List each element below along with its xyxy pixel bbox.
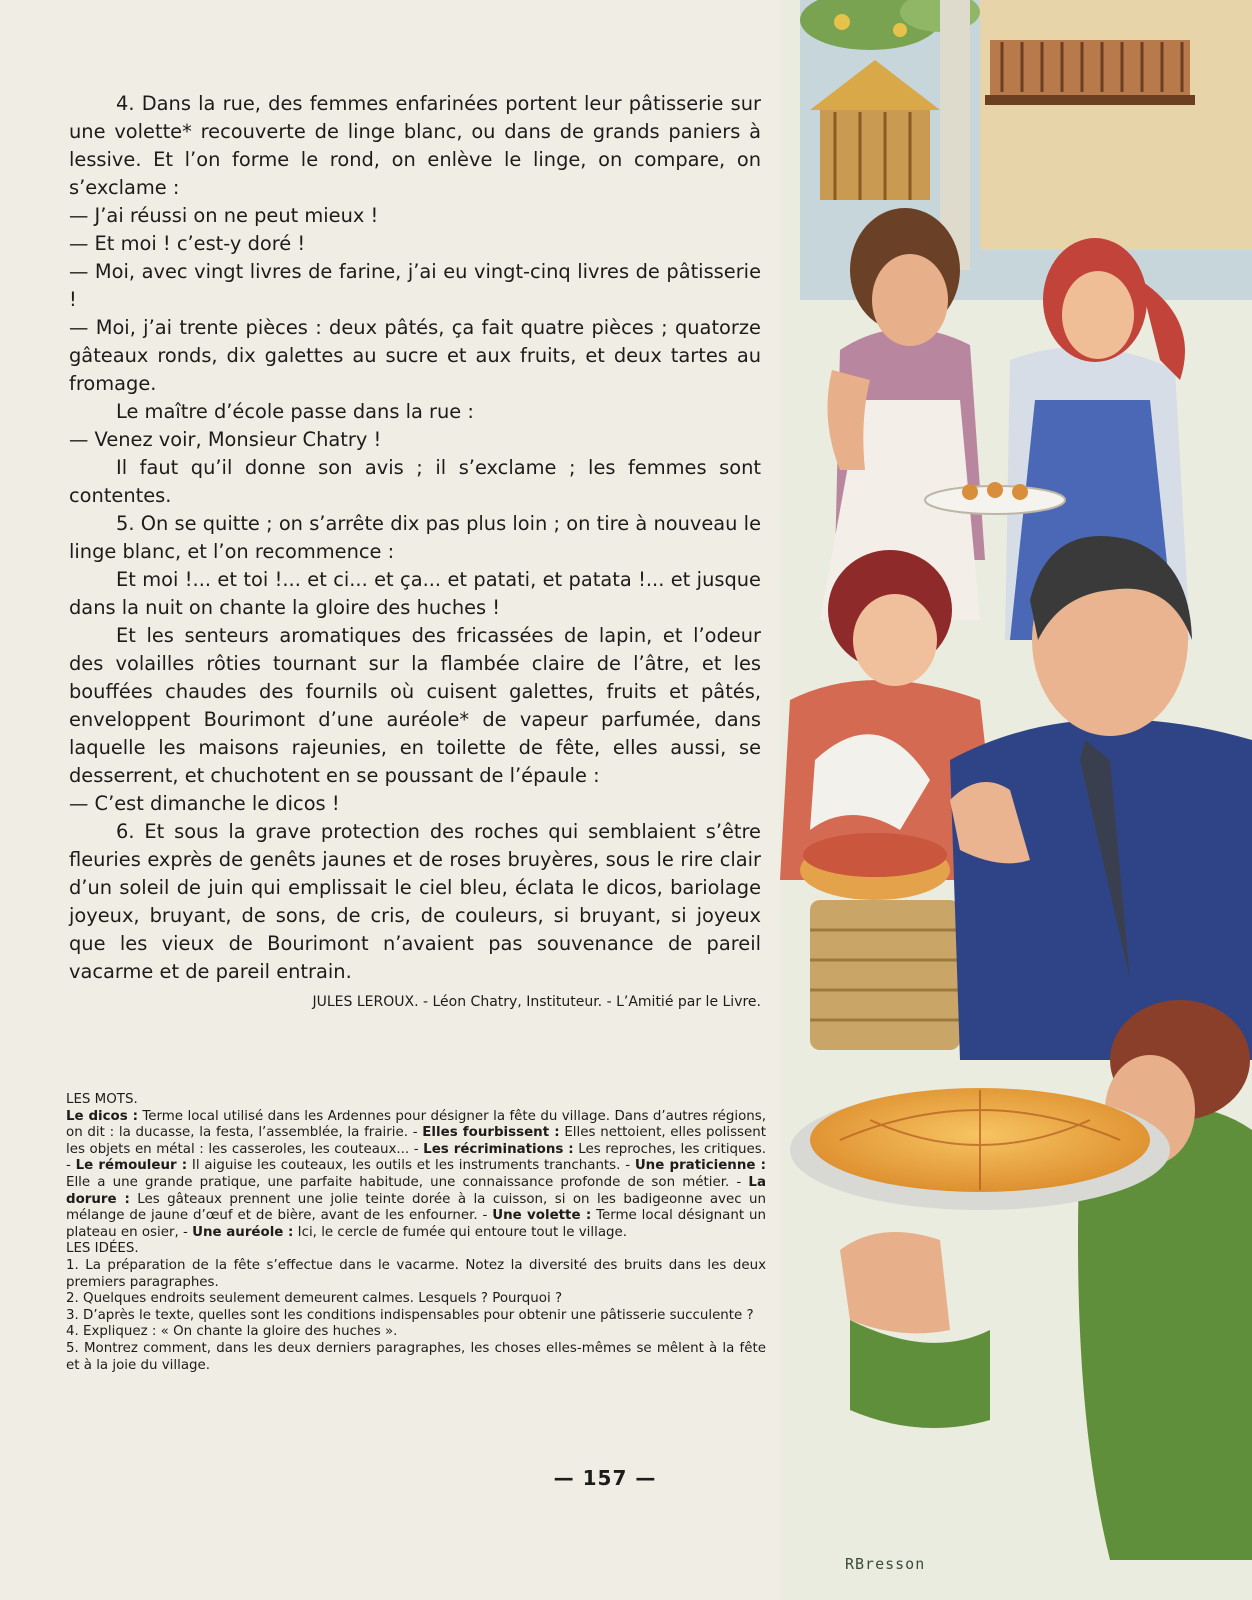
paragraph: Et moi !... et toi !... et ci... et ça... et patati, et patata !... et jusque dans la nuit on chante la gloire des huches ! [69,568,761,619]
dialogue-line: — Moi, avec vingt livres de farine, j’ai eu vingt-cinq livres de pâtisserie ! [69,260,761,311]
illustration-drawing [780,0,1252,1600]
question-item: 3. D’après le texte, quelles sont les conditions indispensables pour obtenir une pâtisserie succulente ? [66,1307,754,1323]
paragraph: Le maître d’école passe dans la rue : [116,400,474,423]
definition: Ici, le cercle de fumée qui entoure tout le village. [293,1224,628,1240]
definition: Les gâteaux prennent une jolie teinte dorée à la cuisson, si on les badigeonne avec un mélange de jaune d’œuf et de bière, avant de les enfourner. - [66,1191,766,1224]
question-item: 5. Montrez comment, dans les deux derniers paragraphes, les choses elles-mêmes se mêlent à la fête et à la joie du village. [66,1340,766,1373]
source-details: - Léon Chatry, Instituteur. - L’Amitié par le Livre. [418,994,761,1010]
dialogue-line: — J’ai réussi on ne peut mieux ! [69,204,379,227]
term: La dorure : [66,1174,766,1207]
paragraph: 4. Dans la rue, des femmes enfarinées portent leur pâtisserie sur une volette* recouverte de linge blanc, ou dans de grands paniers à lessive. Et l’on forme le rond, on enlève le linge, on compare, on s’exclame : [69,92,761,199]
paragraph: Il faut qu’il donne son avis ; il s’exclame ; les femmes sont contentes. [69,456,761,507]
definition: Terme local utilisé dans les Ardennes pour désigner la fête du village. Dans d’autres régions, on dit : la ducasse, la festa, l’assemblée, la frairie. - [66,1108,766,1141]
paragraph: Et les senteurs aromatiques des fricassées de lapin, et l’odeur des volailles rôties tournant sur la flambée claire de l’âtre, et les bouffées chaudes des fournils où cuisent galettes, fruits et pâtés, enveloppent Bourimont d’une auréole* de vapeur parfumée, dans laquelle les maisons rajeunies, en toilette de fête, elles aussi, se desserrent, et chuchotent en se poussant de l’épaule : [69,624,761,787]
page-number: — 157 — [553,1466,657,1490]
paragraph: 5. On se quitte ; on s’arrête dix pas plus loin ; on tire à nouveau le linge blanc, et l’on recommence : [69,512,761,563]
term: Le dicos : [66,1108,138,1124]
term: Une praticienne : [634,1158,767,1174]
idees-heading: LES IDÉES. [66,1241,139,1257]
questions-list [66,1258,766,1374]
term: Elles fourbissent : [422,1125,560,1141]
term: Le rémouleur : [75,1158,188,1174]
term: Une volette : [492,1208,592,1224]
dialogue-line: — Moi, j’ai trente pièces : deux pâtés, ça fait quatre pièces ; quatorze gâteaux ronds, dix galettes au sucre et aux fruits, et deux tartes au fromage. [69,316,761,395]
term: Une auréole : [192,1224,294,1240]
dialogue-line: — C’est dimanche le dicos ! [69,792,340,815]
definition: Elle a une grande pratique, une parfaite habitude, une connaissance profonde de son métier. - [66,1174,749,1190]
question-item: 1. La préparation de la fête s’effectue dans le vacarme. Notez la diversité des bruits dans les deux premiers paragraphes. [66,1257,766,1290]
paragraph: 6. Et sous la grave protection des roches qui semblaient s’être fleuries exprès de genêts jaunes et de roses bruyères, sous le rire clair d’un soleil de juin qui emplissait le ciel bleu, éclata le dicos, bariolage joyeux, bruyant, de sons, de cris, de couleurs, si bruyant, si joyeux que les vieux de Bourimont n’avaient pas souvenance de pareil vacarme et de pareil entrain. [69,820,761,983]
definition: Les reproches, les critiques. - [66,1141,767,1174]
dialogue-line: — Venez voir, Monsieur Chatry ! [69,428,382,451]
question-item: 4. Expliquez : « On chante la gloire des huches ». [66,1324,398,1340]
definition: Elles nettoient, elles polissent les objets en métal : les casseroles, les couteaux... - [66,1125,767,1157]
dialogue-line: — Et moi ! c’est-y doré ! [69,232,306,255]
mots-heading: LES MOTS. [66,1092,138,1107]
question-item: 2. Quelques endroits seulement demeurent calmes. Lesquels ? Pourquoi ? [66,1291,563,1307]
definition: Il aiguise les couteaux, les outils et les instruments tranchants. - [187,1158,635,1174]
definitions [66,1109,766,1242]
vocabulary-notes [66,1092,766,1374]
definition: Terme local désignant un plateau en osier, - [66,1208,766,1240]
story-text [69,90,761,1012]
term: Les récriminations : [423,1141,574,1157]
artist-signature: RBresson [845,1555,926,1573]
village-fete-illustration [780,0,1252,1600]
source-citation [69,992,761,1012]
author-name: JULES LEROUX. [312,994,419,1010]
